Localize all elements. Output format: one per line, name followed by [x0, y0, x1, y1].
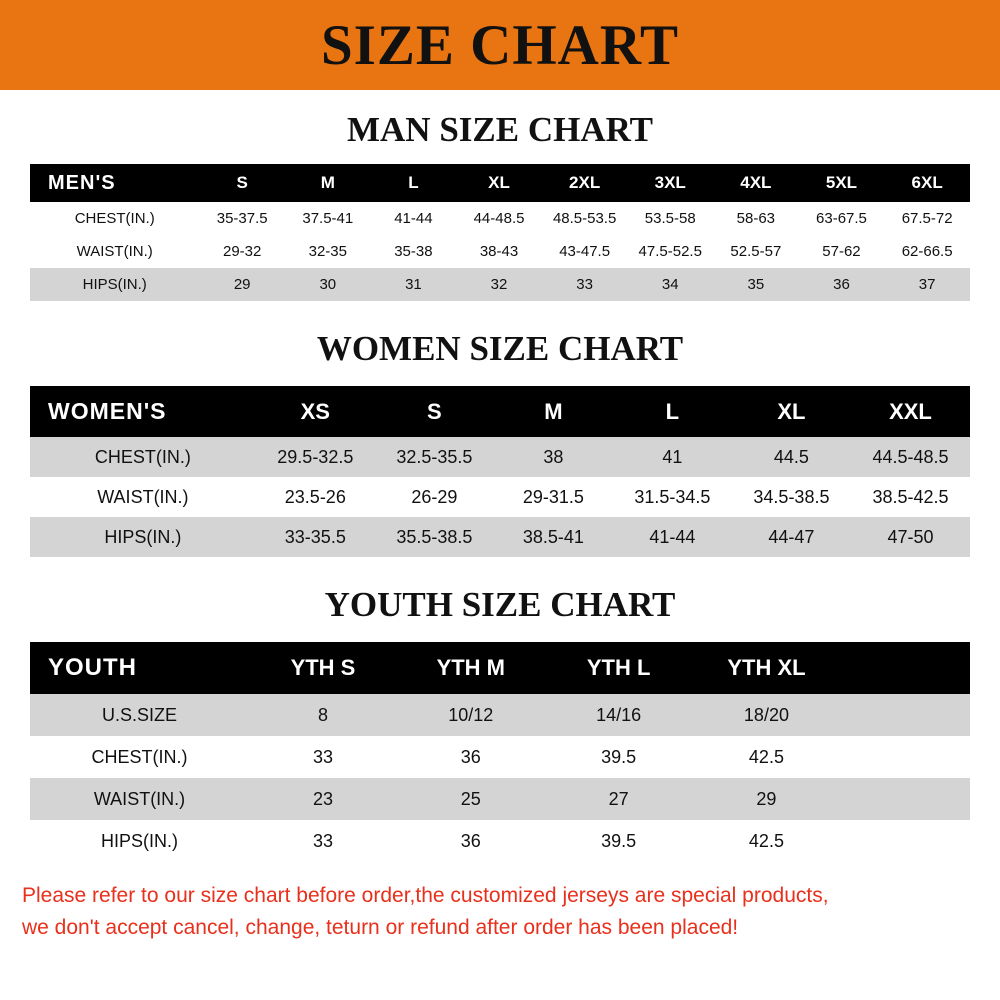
table-row	[30, 778, 970, 820]
table-cell: 62-66.5	[884, 235, 970, 268]
table-cell: 32-35	[285, 235, 371, 268]
table-cell: 27	[545, 778, 693, 820]
women-header-cell: M	[494, 386, 613, 437]
table-cell: 42.5	[693, 820, 841, 862]
table-cell: 34	[627, 268, 713, 301]
table-cell: 10/12	[397, 694, 545, 736]
table-cell: 38.5-42.5	[851, 477, 970, 517]
women-header-cell: XXL	[851, 386, 970, 437]
table-cell: 29.5-32.5	[256, 437, 375, 477]
table-cell: 41-44	[613, 517, 732, 557]
table-cell: 35-37.5	[199, 202, 285, 235]
table-header-row	[30, 164, 970, 202]
row-label: HIPS(IN.)	[30, 820, 249, 862]
row-label: U.S.SIZE	[30, 694, 249, 736]
youth-header-cell: YOUTH	[30, 642, 249, 694]
row-label: CHEST(IN.)	[30, 202, 199, 235]
women-table-wrap	[0, 386, 1000, 557]
table-header-row	[30, 642, 970, 694]
table-cell: 25	[397, 778, 545, 820]
women-header-cell: XL	[732, 386, 851, 437]
youth-header-cell: YTH XL	[693, 642, 841, 694]
table-cell: 58-63	[713, 202, 799, 235]
table-cell: 31	[371, 268, 457, 301]
women-size-table	[30, 386, 970, 557]
table-row	[30, 477, 970, 517]
table-cell: 43-47.5	[542, 235, 628, 268]
page-title: SIZE CHART	[320, 13, 679, 77]
table-cell: 39.5	[545, 736, 693, 778]
man-header-cell: 4XL	[713, 164, 799, 202]
table-cell: 23	[249, 778, 397, 820]
table-cell: 23.5-26	[256, 477, 375, 517]
banner	[0, 0, 1000, 90]
row-label: WAIST(IN.)	[30, 477, 256, 517]
table-cell: 36	[799, 268, 885, 301]
table-cell: 8	[249, 694, 397, 736]
table-cell: 47.5-52.5	[627, 235, 713, 268]
man-header-cell: MEN'S	[30, 164, 199, 202]
table-cell: 32	[456, 268, 542, 301]
youth-table-wrap	[0, 642, 1000, 862]
table-row	[30, 268, 970, 301]
table-cell: 48.5-53.5	[542, 202, 628, 235]
table-cell: 33	[249, 736, 397, 778]
table-cell: 35.5-38.5	[375, 517, 494, 557]
disclaimer-line-1: Please refer to our size chart before order,the customized jerseys are special products,	[22, 884, 829, 907]
table-cell: 29-32	[199, 235, 285, 268]
women-table-body	[30, 437, 970, 557]
man-header-cell: XL	[456, 164, 542, 202]
man-header-cell: 3XL	[627, 164, 713, 202]
man-table-head	[30, 164, 970, 202]
table-cell: 30	[285, 268, 371, 301]
table-cell: 37.5-41	[285, 202, 371, 235]
table-cell: 44-47	[732, 517, 851, 557]
table-row	[30, 202, 970, 235]
man-header-cell: M	[285, 164, 371, 202]
women-header-cell: L	[613, 386, 732, 437]
table-cell: 41-44	[371, 202, 457, 235]
man-section-title: MAN SIZE CHART	[346, 110, 654, 149]
youth-header-spacer	[840, 642, 970, 694]
table-cell: 18/20	[693, 694, 841, 736]
table-cell: 33	[249, 820, 397, 862]
table-cell: 33	[542, 268, 628, 301]
women-section-title: WOMEN SIZE CHART	[316, 329, 684, 368]
table-cell: 42.5	[693, 736, 841, 778]
table-cell: 32.5-35.5	[375, 437, 494, 477]
row-label: HIPS(IN.)	[30, 268, 199, 301]
youth-header-cell: YTH L	[545, 642, 693, 694]
man-header-cell: 6XL	[884, 164, 970, 202]
women-header-cell: S	[375, 386, 494, 437]
table-cell: 67.5-72	[884, 202, 970, 235]
youth-table-body	[30, 694, 970, 862]
table-cell: 53.5-58	[627, 202, 713, 235]
table-cell: 38.5-41	[494, 517, 613, 557]
table-cell: 37	[884, 268, 970, 301]
table-cell-empty	[840, 778, 970, 820]
table-cell: 34.5-38.5	[732, 477, 851, 517]
table-cell: 35-38	[371, 235, 457, 268]
table-cell: 14/16	[545, 694, 693, 736]
table-cell: 36	[397, 736, 545, 778]
man-header-cell: L	[371, 164, 457, 202]
youth-size-table	[30, 642, 970, 862]
table-cell: 31.5-34.5	[613, 477, 732, 517]
table-row	[30, 820, 970, 862]
man-table-body	[30, 202, 970, 301]
row-label: WAIST(IN.)	[30, 235, 199, 268]
table-cell: 47-50	[851, 517, 970, 557]
row-label: CHEST(IN.)	[30, 437, 256, 477]
table-cell: 39.5	[545, 820, 693, 862]
table-cell-empty	[840, 820, 970, 862]
youth-header-cell: YTH S	[249, 642, 397, 694]
row-label: CHEST(IN.)	[30, 736, 249, 778]
table-cell: 33-35.5	[256, 517, 375, 557]
man-size-table	[30, 164, 970, 301]
table-cell: 44.5-48.5	[851, 437, 970, 477]
youth-table-head	[30, 642, 970, 694]
table-cell-empty	[840, 694, 970, 736]
table-cell: 44-48.5	[456, 202, 542, 235]
table-cell: 41	[613, 437, 732, 477]
table-cell: 36	[397, 820, 545, 862]
row-label: HIPS(IN.)	[30, 517, 256, 557]
row-label: WAIST(IN.)	[30, 778, 249, 820]
table-cell: 35	[713, 268, 799, 301]
table-cell-empty	[840, 736, 970, 778]
table-cell: 44.5	[732, 437, 851, 477]
table-cell: 38-43	[456, 235, 542, 268]
youth-header-cell: YTH M	[397, 642, 545, 694]
table-cell: 29	[693, 778, 841, 820]
table-cell: 57-62	[799, 235, 885, 268]
table-cell: 29-31.5	[494, 477, 613, 517]
women-header-cell: WOMEN'S	[30, 386, 256, 437]
man-header-cell: 5XL	[799, 164, 885, 202]
table-row	[30, 517, 970, 557]
table-cell: 26-29	[375, 477, 494, 517]
women-table-head	[30, 386, 970, 437]
table-row	[30, 694, 970, 736]
disclaimer-note	[0, 862, 1000, 944]
youth-section-title: YOUTH SIZE CHART	[324, 585, 676, 624]
man-table-wrap	[0, 164, 1000, 301]
table-cell: 52.5-57	[713, 235, 799, 268]
man-header-cell: 2XL	[542, 164, 628, 202]
women-header-cell: XS	[256, 386, 375, 437]
man-header-cell: S	[199, 164, 285, 202]
table-row	[30, 736, 970, 778]
table-header-row	[30, 386, 970, 437]
table-row	[30, 437, 970, 477]
disclaimer-line-2: we don't accept cancel, change, teturn or refund after order has been placed!	[22, 916, 739, 939]
table-cell: 29	[199, 268, 285, 301]
table-cell: 38	[494, 437, 613, 477]
table-row	[30, 235, 970, 268]
table-cell: 63-67.5	[799, 202, 885, 235]
